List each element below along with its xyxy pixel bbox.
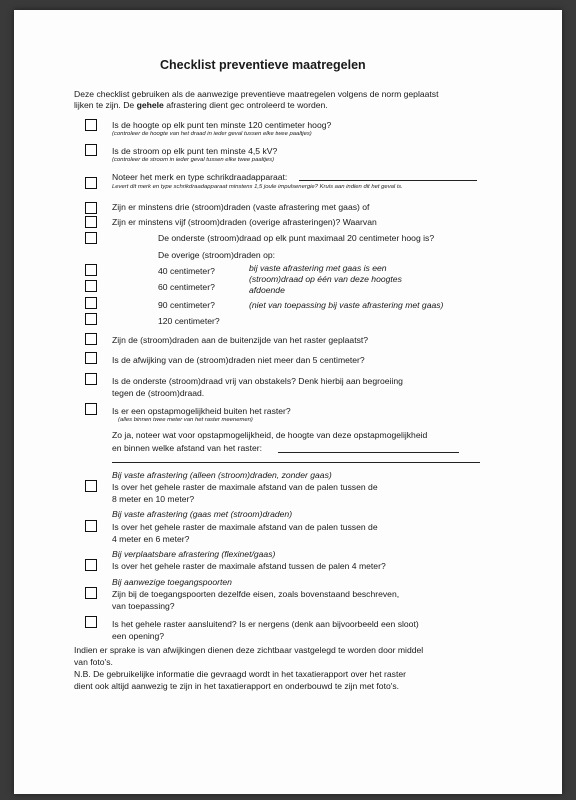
question-pole-distance-8-10-line-2: 8 meter en 10 meter? — [112, 494, 195, 504]
checkbox-three-wires[interactable] — [85, 202, 97, 214]
checkbox-pole-distance-8-10[interactable] — [85, 480, 97, 492]
step-answer-line-1[interactable] — [278, 452, 459, 453]
checkbox-gates[interactable] — [85, 587, 97, 599]
note-height-120: (controleer de hoogte van het draad in ieder geval tussen elke twee paaltjes) — [112, 131, 312, 137]
checkbox-step-possibility[interactable] — [85, 403, 97, 415]
note-gaas-line-3: afdoende — [249, 285, 285, 295]
note-energizer: Levert dit merk en type schrikdraadapparaat minstens 1,5 joule impulsenergie? Kruis aan indien dit het geval is. — [112, 184, 403, 190]
question-three-wires: Zijn er minstens drie (stroom)draden (vaste afrastering met gaas) of — [112, 202, 370, 212]
section-movable: Bij verplaatsbare afrastering (flexinet/gaas) — [112, 549, 276, 559]
question-pole-distance-4: Is over het gehele raster de maximale afstand tussen de palen 4 meter? — [112, 561, 386, 571]
question-current-kv: Is de stroom op elk punt ten minste 4,5 kV? — [112, 146, 278, 156]
intro-text-bold: gehele — [136, 100, 164, 110]
question-pole-distance-8-10-line-1: Is over het gehele raster de maximale afstand van de palen tussen de — [112, 482, 378, 492]
note-gaas-line-2: (stroom)draad op één van deze hoogtes — [249, 274, 402, 284]
checkbox-pole-distance-4-6[interactable] — [85, 520, 97, 532]
question-five-wires: Zijn er minstens vijf (stroom)draden (overige afrasteringen)? Waarvan — [112, 217, 377, 227]
checkbox-fence-closed[interactable] — [85, 616, 97, 628]
question-obstacles-line-1: Is de onderste (stroom)draad vrij van obstakels? Denk hierbij aan begroeiing — [112, 376, 403, 386]
checkbox-current-kv[interactable] — [85, 144, 97, 156]
note-current-kv: (controleer de stroom in ieder geval tussen elke twee paaltjes) — [112, 157, 275, 163]
height-40: 40 centimeter? — [158, 266, 215, 276]
energizer-brand-line[interactable] — [299, 180, 477, 181]
checkbox-lowest-wire-20[interactable] — [85, 232, 97, 244]
note-step-possibility: (alles binnen twee meter van het raster meenemen) — [118, 417, 253, 423]
checkbox-five-wires[interactable] — [85, 216, 97, 228]
checkbox-obstacles[interactable] — [85, 373, 97, 385]
question-gates-line-1: Zijn bij de toegangspoorten dezelfde eisen, zoals bovenstaand beschreven, — [112, 589, 400, 599]
footer-line-2: van foto's. — [74, 657, 113, 667]
checkbox-120cm[interactable] — [85, 313, 97, 325]
question-pole-distance-4-6-line-1: Is over het gehele raster de maximale afstand van de palen tussen de — [112, 522, 378, 532]
section-fixed-wires-only: Bij vaste afrastering (alleen (stroom)draden, zonder gaas) — [112, 470, 332, 480]
footer-line-1: Indien er sprake is van afwijkingen dienen deze zichtbaar vastgelegd te worden door middel — [74, 645, 424, 655]
footer-line-3: N.B. De gebruikelijke informatie die gevraagd wordt in het taxatierapport over het raster — [74, 669, 406, 679]
question-fence-closed-line-1: Is het gehele raster aansluitend? Is er nergens (denk aan bijvoorbeeld een sloot) — [112, 619, 419, 629]
intro-text-pre: lijken te zijn. De — [74, 100, 137, 110]
step-followup-line-1: Zo ja, noteer wat voor opstapmogelijkheid, de hoogte van deze opstapmogelijkheid — [112, 430, 428, 440]
step-answer-line-2[interactable] — [112, 462, 480, 463]
checkbox-90cm[interactable] — [85, 297, 97, 309]
question-fence-closed-line-2: een opening? — [112, 631, 165, 641]
intro-line-1: Deze checklist gebruiken als de aanwezige preventieve maatregelen volgens de norm geplaatst — [74, 89, 439, 99]
question-step-possibility: Is er een opstapmogelijkheid buiten het raster? — [112, 406, 291, 416]
checkbox-60cm[interactable] — [85, 280, 97, 292]
intro-text-post: afrastering dient gec ontroleerd te worden. — [163, 100, 328, 110]
question-height-120: Is de hoogte op elk punt ten minste 120 centimeter hoog? — [112, 120, 332, 130]
question-other-wires: De overige (stroom)draden op: — [158, 250, 276, 260]
note-90: (niet van toepassing bij vaste afrastering met gaas) — [249, 300, 444, 310]
document-page — [14, 10, 562, 794]
question-obstacles-line-2: tegen de (stroom)draad. — [112, 388, 205, 398]
intro-line-2 — [74, 100, 328, 110]
question-deviation-5cm: Is de afwijking van de (stroom)draden niet meer dan 5 centimeter? — [112, 355, 365, 365]
height-60: 60 centimeter? — [158, 282, 215, 292]
step-followup-line-2: en binnen welke afstand van het raster: — [112, 443, 263, 453]
height-120: 120 centimeter? — [158, 316, 220, 326]
question-pole-distance-4-6-line-2: 4 meter en 6 meter? — [112, 534, 190, 544]
checkbox-wires-outside[interactable] — [85, 333, 97, 345]
question-lowest-wire-20: De onderste (stroom)draad op elk punt maximaal 20 centimeter hoog is? — [158, 233, 435, 243]
note-gaas-line-1: bij vaste afrastering met gaas is een — [249, 263, 387, 273]
checkbox-height-120[interactable] — [85, 119, 97, 131]
section-fixed-gaas: Bij vaste afrastering (gaas met (stroom)draden) — [112, 509, 293, 519]
section-gates: Bij aanwezige toegangspoorten — [112, 577, 232, 587]
question-wires-outside: Zijn de (stroom)draden aan de buitenzijde van het raster geplaatst? — [112, 335, 369, 345]
height-90: 90 centimeter? — [158, 300, 215, 310]
checkbox-40cm[interactable] — [85, 264, 97, 276]
checkbox-pole-distance-4[interactable] — [85, 559, 97, 571]
question-energizer-brand: Noteer het merk en type schrikdraadapparaat: — [112, 172, 288, 182]
question-gates-line-2: van toepassing? — [112, 601, 175, 611]
checkbox-energizer-brand[interactable] — [85, 177, 97, 189]
page-title: Checklist preventieve maatregelen — [160, 58, 366, 72]
checkbox-deviation-5cm[interactable] — [85, 352, 97, 364]
footer-line-4: dient ook altijd aanwezig te zijn in het taxatierapport en onderbouwd te zijn met foto's. — [74, 681, 400, 691]
